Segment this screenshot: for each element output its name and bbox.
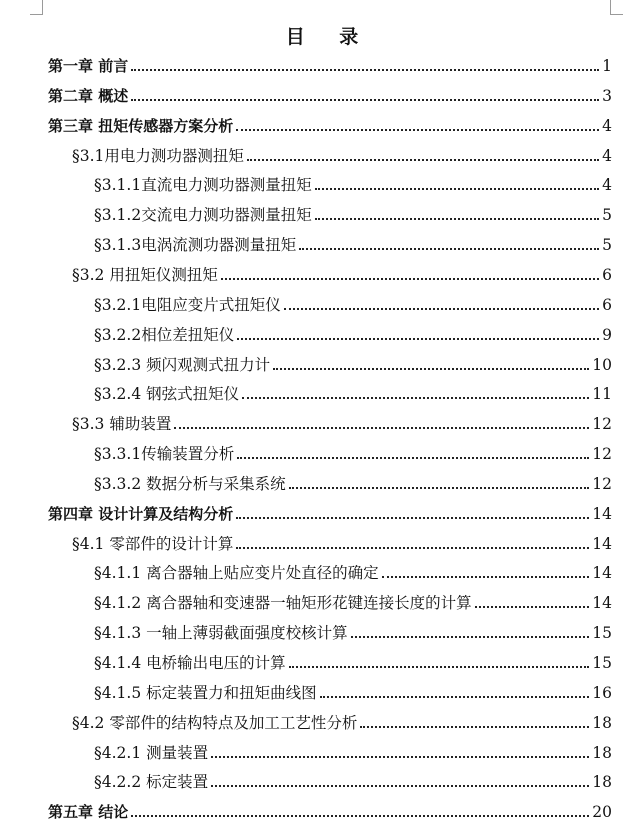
page-corner-mark-right — [610, 0, 623, 15]
toc-entry-label: §4.1.3 一轴上薄弱截面强度校核计算 — [94, 624, 348, 643]
toc-entry-label: §4.1.2 离合器轴和变速器一轴矩形花键连接长度的计算 — [94, 594, 472, 613]
toc-entry-label: §3.3.2 数据分析与采集系统 — [94, 474, 286, 493]
toc-leader-dots — [289, 487, 590, 489]
toc-entry-page: 14 — [592, 504, 612, 523]
toc-leader-dots — [237, 457, 589, 459]
toc-leader-dots — [242, 397, 589, 399]
toc-entry-label: §3.3.1传输装置分析 — [94, 445, 235, 464]
toc-entry-page: 1 — [602, 57, 612, 75]
toc-entry[interactable] — [0, 494, 644, 524]
toc-entry[interactable] — [0, 165, 644, 195]
toc-entry-label: §3.2 用扭矩仪测扭矩 — [72, 265, 218, 284]
toc-leader-dots — [315, 218, 599, 220]
toc-entry[interactable] — [0, 106, 644, 136]
toc-entry-page: 14 — [592, 594, 612, 613]
toc-entry[interactable] — [0, 792, 644, 822]
toc-entry-page: 6 — [602, 265, 612, 284]
toc-entry[interactable] — [0, 434, 644, 464]
toc-entry[interactable] — [0, 76, 644, 106]
toc-entry-label: §3.2.4 钢弦式扭矩仪 — [94, 385, 240, 404]
toc-entry-label: §3.1.2交流电力测功器测量扭矩 — [94, 206, 312, 225]
toc-entry-page: 12 — [592, 474, 612, 493]
toc-entry[interactable] — [0, 315, 644, 345]
toc-leader-dots — [289, 666, 590, 668]
toc-entry[interactable] — [0, 762, 644, 792]
toc-entry-page: 18 — [592, 773, 612, 792]
toc-leader-dots — [211, 785, 589, 787]
toc-leader-dots — [221, 278, 599, 280]
toc-entry-page: 4 — [602, 176, 612, 195]
toc-leader-dots — [131, 99, 599, 101]
toc-entry[interactable] — [0, 643, 644, 673]
toc-title: 目 录 — [285, 26, 373, 48]
toc-entry-label: 第一章 前言 — [48, 57, 129, 75]
toc-entry[interactable] — [0, 583, 644, 613]
toc-entry[interactable] — [0, 285, 644, 315]
toc-entry-label: §4.1.4 电桥输出电压的计算 — [94, 654, 286, 672]
toc-entry-page: 12 — [592, 415, 612, 434]
toc-leader-dots — [131, 815, 589, 817]
toc-entry-label: §4.2.1 测量装置 — [94, 743, 209, 762]
toc-entry-label: §3.2.2相位差扭矩仪 — [94, 325, 235, 344]
toc-entry-label: §3.1.1直流电力测功器测量扭矩 — [94, 176, 312, 195]
toc-entry-page: 15 — [592, 624, 612, 643]
toc-entry[interactable] — [0, 225, 644, 255]
toc-leader-dots — [299, 248, 599, 250]
toc-entry-page: 12 — [592, 445, 612, 464]
toc-entry[interactable] — [0, 46, 644, 76]
toc-leader-dots — [236, 547, 589, 549]
toc-leader-dots — [360, 726, 589, 728]
toc-leader-dots — [247, 159, 599, 161]
toc-entry[interactable] — [0, 374, 644, 404]
toc-leader-dots — [320, 696, 590, 698]
toc-entry-page: 4 — [602, 116, 612, 135]
toc-entry-page: 14 — [592, 564, 612, 583]
toc-entry-page: 11 — [592, 385, 612, 404]
toc-leader-dots — [174, 427, 589, 429]
toc-leader-dots — [315, 188, 599, 190]
toc-entry-page: 4 — [602, 146, 612, 165]
toc-entry[interactable] — [0, 464, 644, 494]
toc-entry[interactable] — [0, 404, 644, 434]
toc-entry-label: §3.2.1电阻应变片式扭矩仪 — [94, 295, 281, 314]
toc-entry[interactable] — [0, 255, 644, 285]
toc-entry[interactable] — [0, 673, 644, 703]
toc-entry[interactable] — [0, 703, 644, 733]
toc-entry-page: 16 — [592, 683, 612, 702]
toc-leader-dots — [351, 636, 590, 638]
toc-entry-page: 3 — [602, 86, 612, 105]
toc-entry-page: 15 — [592, 654, 612, 672]
toc-entry-page: 18 — [592, 743, 612, 762]
toc-entry[interactable] — [0, 613, 644, 643]
toc-entry-label: §3.2.3 频闪观测式扭力计 — [94, 355, 271, 374]
toc-leader-dots — [211, 756, 589, 758]
toc-leader-dots — [237, 338, 599, 340]
toc-entry[interactable] — [0, 733, 644, 763]
toc-entry[interactable] — [0, 553, 644, 583]
toc-leader-dots — [475, 606, 590, 608]
toc-entry-page: 20 — [592, 803, 612, 822]
toc-entry-page: 10 — [592, 355, 612, 374]
toc-entry-label: §3.1.3电涡流测功器测量扭矩 — [94, 236, 297, 255]
toc-entry-label: §4.1 零部件的设计计算 — [72, 534, 234, 553]
toc-entry[interactable] — [0, 195, 644, 225]
toc-entry-label: §4.1.1 离合器轴上贴应变片处直径的确定 — [94, 564, 379, 583]
toc-entry-label: 第二章 概述 — [48, 86, 129, 105]
toc-entry-label: §3.3 辅助装置 — [72, 415, 172, 434]
toc-leader-dots — [382, 576, 590, 578]
toc-leader-dots — [131, 69, 599, 71]
toc-entry-label: §3.1用电力测功器测扭矩 — [72, 146, 244, 165]
toc-entry-label: §4.1.5 标定装置力和扭矩曲线图 — [94, 683, 317, 702]
toc-entry-label: 第五章 结论 — [48, 803, 129, 822]
toc-leader-dots — [236, 129, 599, 131]
toc-leader-dots — [284, 308, 599, 310]
toc-leader-dots — [236, 517, 589, 519]
toc-entry-page: 9 — [602, 325, 612, 344]
toc-entry-page: 18 — [592, 713, 612, 732]
toc-entry-label: §4.2.2 标定装置 — [94, 773, 209, 792]
toc-leader-dots — [273, 368, 589, 370]
toc-entry-page: 6 — [602, 295, 612, 314]
toc-entry[interactable] — [0, 136, 644, 166]
toc-entry-label: 第四章 设计计算及结构分析 — [48, 504, 234, 523]
toc-entry-label: §4.2 零部件的结构特点及加工工艺性分析 — [72, 713, 358, 732]
page-corner-mark-left — [30, 0, 43, 15]
toc-entry-page: 5 — [602, 236, 612, 255]
toc-entry-label: 第三章 扭矩传感器方案分析 — [48, 116, 234, 135]
toc-entry[interactable] — [0, 345, 644, 375]
toc-entry-page: 5 — [602, 206, 612, 225]
toc-entry-page: 14 — [592, 534, 612, 553]
toc-entry[interactable] — [0, 524, 644, 554]
